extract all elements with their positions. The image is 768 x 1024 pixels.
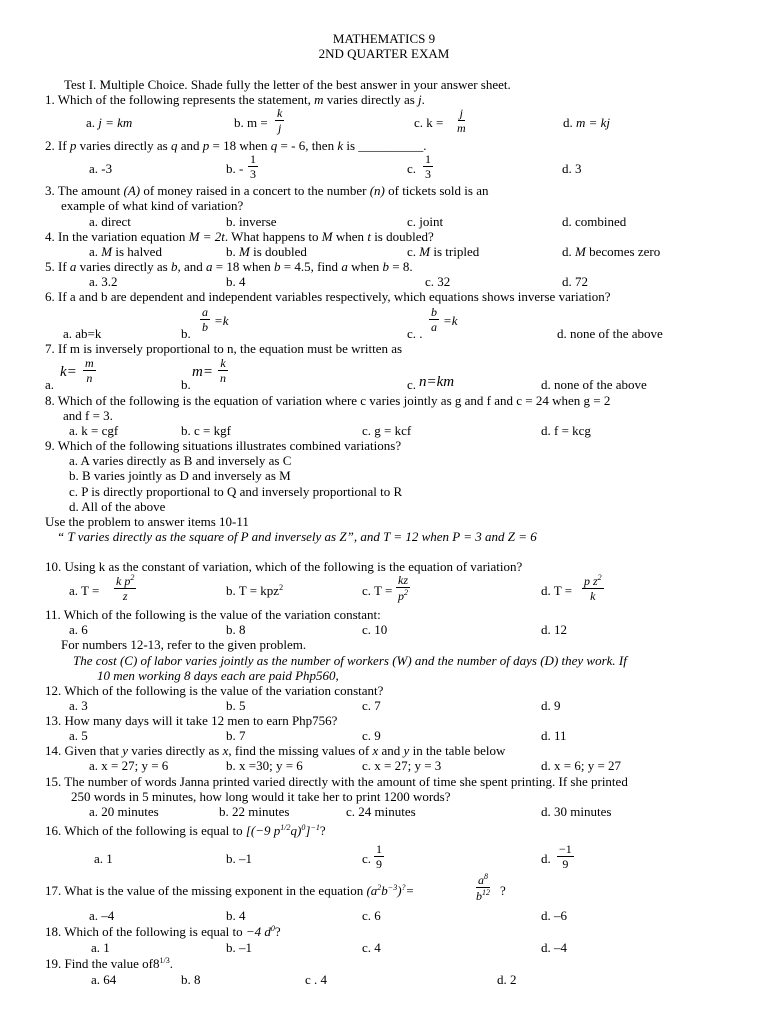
q4-choice-a: a. M is halved	[89, 244, 162, 259]
q3-choice-c: c. joint	[407, 214, 444, 229]
question-11: 11. Which of the following is the value of the variation constant:	[45, 607, 381, 622]
q11-choice-c: c. 10	[362, 622, 388, 637]
q4-choice-b: b. M is doubled	[226, 244, 307, 259]
q8-choice-b: b. c = kgf	[181, 423, 231, 438]
q4-choice-c: c. M is tripled	[407, 244, 480, 259]
q17-choice-b: b. 4	[226, 908, 246, 923]
q13-choice-d: d. 11	[541, 728, 567, 743]
q6-choice-c: c. .	[407, 326, 423, 341]
question-16: 16. Which of the following is equal to [(−9 $p^{1/2}q)^0]^{-1}$?	[45, 823, 326, 838]
test-instructions: Test I. Multiple Choice. Shade fully the letter of the best answer in your answer sheet.	[64, 77, 511, 92]
q10-choice-d: d. T =	[541, 583, 573, 598]
q15-choice-a: a. 20 minutes	[89, 804, 159, 819]
q19-choice-a: a. 64	[91, 972, 117, 987]
q2-choice-d: d. 3	[562, 161, 582, 176]
q14-choice-d: d. x = 6; y = 27	[541, 758, 622, 773]
q15-choice-b: b. 22 minutes	[219, 804, 290, 819]
q16-choice-c: c.	[362, 851, 372, 866]
q10-choice-c-fraction: $\frac{kz}{p^2}$	[398, 573, 408, 603]
q18-choice-d: d. –4	[541, 940, 567, 955]
q3-choice-d: d. combined	[562, 214, 627, 229]
q7-choice-a: a.	[45, 377, 55, 392]
q6-choice-c-tail: =k	[443, 313, 458, 328]
question-2: 2. If p varies directly as q and p = 18 when q = - 6, then k is __________.	[45, 138, 427, 153]
q7-choice-b-fraction: $\frac{k}{n}$	[220, 356, 226, 385]
q2-choice-b: b. -	[226, 161, 244, 176]
q2-choice-a: a. -3	[89, 161, 113, 176]
q16-choice-b: b. –1	[226, 851, 252, 866]
q6-choice-a: a. ab=k	[63, 326, 102, 341]
question-7: 7. If m is inversely proportional to n, the equation must be written as	[45, 341, 403, 356]
q11-choice-a: a. 6	[69, 622, 88, 637]
q16-choice-c-fraction: $\frac{1}{9}$	[376, 842, 382, 871]
q12-choice-c: c. 7	[362, 698, 381, 713]
q5-choice-c: c. 32	[425, 274, 451, 289]
q19-choice-d: d. 2	[497, 972, 517, 987]
q3-choice-a: a. direct	[89, 214, 131, 229]
q1-choice-b-fraction: $\frac{k}{j}$	[277, 106, 283, 135]
q18-choice-a: a. 1	[91, 940, 110, 955]
question-1: 1. Which of the following represents the statement, m varies directly as j.	[45, 92, 425, 107]
q15-choice-c: c. 24 minutes	[346, 804, 416, 819]
q5-choice-a: a. 3.2	[89, 274, 118, 289]
question-19: 19. Find the value $of8^{1/3}$.	[45, 956, 173, 971]
question-12: 12. Which of the following is the value of the variation constant?	[45, 683, 384, 698]
problem-1-statement: “ T varies directly as the square of P and inversely as Z”, and T = 12 when P = 3 and Z = 6	[57, 529, 537, 544]
question-15: 15. The number of words Janna printed varied directly with the amount of time she spent printing. If she printed	[45, 774, 628, 789]
q16-choice-a: a. 1	[94, 851, 113, 866]
exam-subtitle: 2ND QUARTER EXAM	[318, 46, 450, 61]
q1-choice-a: a. j = km	[86, 115, 133, 130]
q18-choice-c: c. 4	[362, 940, 381, 955]
q8-choice-a: a. k = cgf	[69, 423, 119, 438]
q18-expression: −4 $d^0$	[245, 924, 275, 939]
q16-choice-d: d.	[541, 851, 551, 866]
question-6: 6. If a and b are dependent and independent variables respectively, which equations shows inverse variation?	[45, 289, 611, 304]
q18-choice-b: b. –1	[226, 940, 252, 955]
q10-choice-d-fraction: $\frac{p z^2}{k}$	[584, 573, 602, 603]
question-18: 18. Which of the following is equal to −4 $d^0$?	[45, 924, 281, 939]
q1-choice-c: c. k =	[414, 115, 444, 130]
q2-choice-c-fraction: $\frac{1}{3}$	[425, 152, 431, 181]
q1-choice-c-fraction: $\frac{j}{m}$	[457, 106, 466, 135]
q4-choice-d: d. M becomes zero	[562, 244, 661, 259]
q6-choice-d: d. none of the above	[557, 326, 663, 341]
q10-choice-b: b. T = kpz$^2$	[226, 583, 284, 598]
q1-choice-b: b. m =	[234, 115, 268, 130]
q8-choice-c: c. g = kcf	[362, 423, 412, 438]
q16-choice-d-fraction: $\frac{-1}{9}$	[559, 842, 572, 871]
q14-choice-b: b. x =30; y = 6	[226, 758, 303, 773]
problem-2-line2: 10 men working 8 days each are paid Php560,	[97, 668, 339, 683]
q5-choice-b: b. 4	[226, 274, 246, 289]
q17-choice-d: d. –6	[541, 908, 567, 923]
q17-choice-a: a. –4	[89, 908, 115, 923]
q14-choice-a: a. x = 27; y = 6	[89, 758, 169, 773]
q7-choice-a-fraction: $\frac{m}{n}$	[85, 356, 94, 385]
q13-choice-c: c. 9	[362, 728, 381, 743]
question-9: 9. Which of the following situations illustrates combined variations?	[45, 438, 402, 453]
q7-choice-c-expr: n=km	[419, 374, 455, 390]
q19-choice-c: c . 4	[305, 972, 328, 987]
q12-choice-a: a. 3	[69, 698, 88, 713]
q10-choice-a-fraction: $\frac{k p^2}{z}$	[116, 573, 135, 603]
problem-2-line1: The cost (C) of labor varies jointly as the number of workers (W) and the number of days (D) they work. If	[73, 653, 627, 668]
question-3: 3. The amount (A) of money raised in a concert to the number (n) of tickets sold is an	[45, 183, 489, 198]
q5-choice-d: d. 72	[562, 274, 588, 289]
q12-choice-d: d. 9	[541, 698, 561, 713]
q11-choice-b: b. 8	[226, 622, 246, 637]
q7-choice-b: b.	[181, 377, 191, 392]
q6-choice-b-fraction: $\frac{a}{b}$	[202, 305, 208, 334]
q13-choice-b: b. 7	[226, 728, 246, 743]
question-3-line2: example of what kind of variation?	[61, 198, 244, 213]
q10-choice-c: c. T =	[362, 583, 393, 598]
question-15-line2: 250 words in 5 minutes, how long would it take her to print 1200 words?	[71, 789, 451, 804]
q17-choice-c: c. 6	[362, 908, 381, 923]
q9-choice-c: c. P is directly proportional to Q and inversely proportional to R	[69, 484, 403, 499]
question-13: 13. How many days will it take 12 men to earn Php756?	[45, 713, 338, 728]
question-17: 17. What is the value of the missing exponent in the equation $(a^2b^{-3})^?=$	[45, 883, 415, 898]
question-14: 14. Given that y varies directly as x, find the missing values of x and y in the table below	[45, 743, 506, 758]
question-8: 8. Which of the following is the equation of variation where c varies jointly as g and f and c = 24 when g = 2	[45, 393, 611, 408]
q8-choice-d: d. f = kcg	[541, 423, 591, 438]
question-8-line2: and f = 3.	[63, 408, 113, 423]
q17-expression: $(a^2b^{-3})^?=$	[366, 883, 415, 898]
q14-choice-c: c. x = 27; y = 3	[362, 758, 442, 773]
q9-choice-a: a. A varies directly as B and inversely as C	[69, 453, 292, 468]
problem-1-intro: Use the problem to answer items 10-11	[45, 514, 249, 529]
q7-choice-c: c.	[407, 377, 417, 392]
q2-choice-b-fraction: $\frac{1}{3}$	[250, 152, 256, 181]
q16-expression: [(−9 $p^{1/2}q)^0]^{-1}$	[245, 823, 320, 838]
q6-choice-b: b.	[181, 326, 191, 341]
q10-choice-a: a. T =	[69, 583, 100, 598]
q11-choice-d: d. 12	[541, 622, 567, 637]
q9-choice-d: d. All of the above	[69, 499, 166, 514]
q7-choice-b-head: m=	[192, 364, 213, 380]
q7-choice-d: d. none of the above	[541, 377, 647, 392]
exam-title: MATHEMATICS 9	[332, 31, 436, 46]
question-4: 4. In the variation equation M = 2t. What happens to M when t is doubled?	[45, 229, 434, 244]
q7-choice-a-head: k=	[60, 364, 77, 380]
q17-tail: ?	[500, 883, 506, 898]
q3-choice-b: b. inverse	[226, 214, 277, 229]
q1-choice-d: d. m = kj	[563, 115, 611, 130]
question-10: 10. Using k as the constant of variation, which of the following is the equation of variation?	[45, 559, 523, 574]
q6-choice-b-tail: =k	[214, 313, 229, 328]
q2-choice-c: c.	[407, 161, 417, 176]
q15-choice-d: d. 30 minutes	[541, 804, 612, 819]
q13-choice-a: a. 5	[69, 728, 88, 743]
problem-2-intro: For numbers 12-13, refer to the given problem.	[61, 637, 307, 652]
q12-choice-b: b. 5	[226, 698, 246, 713]
q6-choice-c-fraction: $\frac{b}{a}$	[431, 305, 437, 334]
q19-choice-b: b. 8	[181, 972, 201, 987]
q17-rhs-fraction: $\frac{a^8}{b^{12}}$	[476, 872, 490, 903]
q9-choice-b: b. B varies jointly as D and inversely as M	[69, 468, 291, 483]
question-5: 5. If a varies directly as b, and a = 18 when b = 4.5, find a when b = 8.	[45, 259, 413, 274]
